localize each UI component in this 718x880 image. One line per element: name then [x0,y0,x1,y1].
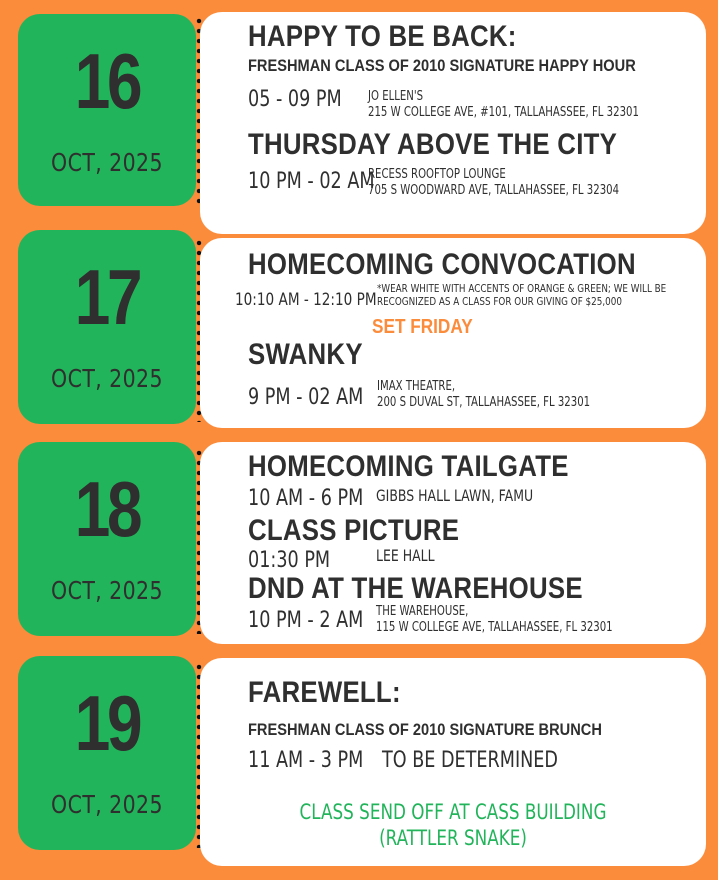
day-row-17 [0,234,718,434]
event-time: 10:10 AM - 12:10 PM [235,290,377,310]
location-line: 115 W COLLEGE AVE, TALLAHASSEE, FL 32301 [376,620,613,635]
closing-line: (RATTLER SNAKE) [379,826,527,850]
date-block [18,442,196,636]
location-line: 200 S DUVAL ST, TALLAHASSEE, FL 32301 [377,395,591,410]
note-line: *WEAR WHITE WITH ACCENTS OF ORANGE & GREEN; WE WILL BE [377,282,667,295]
location-line: 215 W COLLEGE AVE, #101, TALLAHASSEE, FL 32301 [368,105,639,120]
date-block [18,14,196,206]
event-card [200,12,706,234]
event-location [376,604,613,636]
closing-note [251,799,656,851]
date-block [18,230,196,424]
location-line: RECESS ROOFTOP LOUNGE [368,167,506,182]
date-month: OCT, 2025 [51,148,163,177]
location-line: JO ELLEN'S [368,89,424,104]
event-time: 10 PM - 2 AM [248,608,364,633]
event-card [200,238,706,428]
event-title: HOMECOMING TAILGATE [248,450,569,483]
day-row-16 [0,12,718,236]
event-subtitle: FRESHMAN CLASS OF 2010 SIGNATURE HAPPY HOUR [248,56,636,75]
date-day: 18 [74,465,140,553]
location-line: LEE HALL [376,546,435,565]
location-line: THE WAREHOUSE, [376,604,469,619]
event-location [377,379,590,411]
event-time: 10 AM - 6 PM [248,486,364,511]
date-day: 16 [74,37,140,125]
day-row-18 [0,442,718,642]
day-row-19 [0,656,718,868]
location-line: 705 S WOODWARD AVE, TALLAHASSEE, FL 32304 [368,183,620,198]
event-time: 05 - 09 PM [248,87,342,112]
date-block [18,656,196,850]
event-time: 10 PM - 02 AM [248,169,375,194]
event-title: CLASS PICTURE [248,514,460,547]
event-title: HAPPY TO BE BACK: [248,20,517,53]
note-line: RECOGNIZED AS A CLASS FOR OUR GIVING OF $25,000 [377,295,622,308]
location-line: GIBBS HALL LAWN, FAMU [376,486,534,505]
date-day: 17 [74,253,140,341]
event-location: TO BE DETERMINED [382,748,558,773]
event-time: 01:30 PM [248,548,331,573]
event-title: THURSDAY ABOVE THE CITY [248,128,618,161]
event-location [376,488,533,504]
event-title: HOMECOMING CONVOCATION [248,248,636,281]
event-card [200,658,706,866]
date-month: OCT, 2025 [51,364,163,393]
event-time: 9 PM - 02 AM [248,385,364,410]
set-friday-label: SET FRIDAY [372,316,473,338]
event-note [377,282,666,308]
event-location [368,89,639,121]
event-location [368,167,619,199]
event-title: FAREWELL: [248,676,401,709]
event-title: SWANKY [248,338,363,371]
event-subtitle: FRESHMAN CLASS OF 2010 SIGNATURE BRUNCH [248,720,602,739]
date-month: OCT, 2025 [51,576,163,605]
event-time: 11 AM - 3 PM [248,748,364,773]
closing-line: CLASS SEND OFF AT CASS BUILDING [299,800,607,824]
event-card [200,442,706,644]
event-title: DND AT THE WAREHOUSE [248,572,583,605]
date-month: OCT, 2025 [51,790,163,819]
location-line: IMAX THEATRE, [377,379,456,394]
date-day: 19 [74,679,140,767]
event-location [376,548,435,564]
